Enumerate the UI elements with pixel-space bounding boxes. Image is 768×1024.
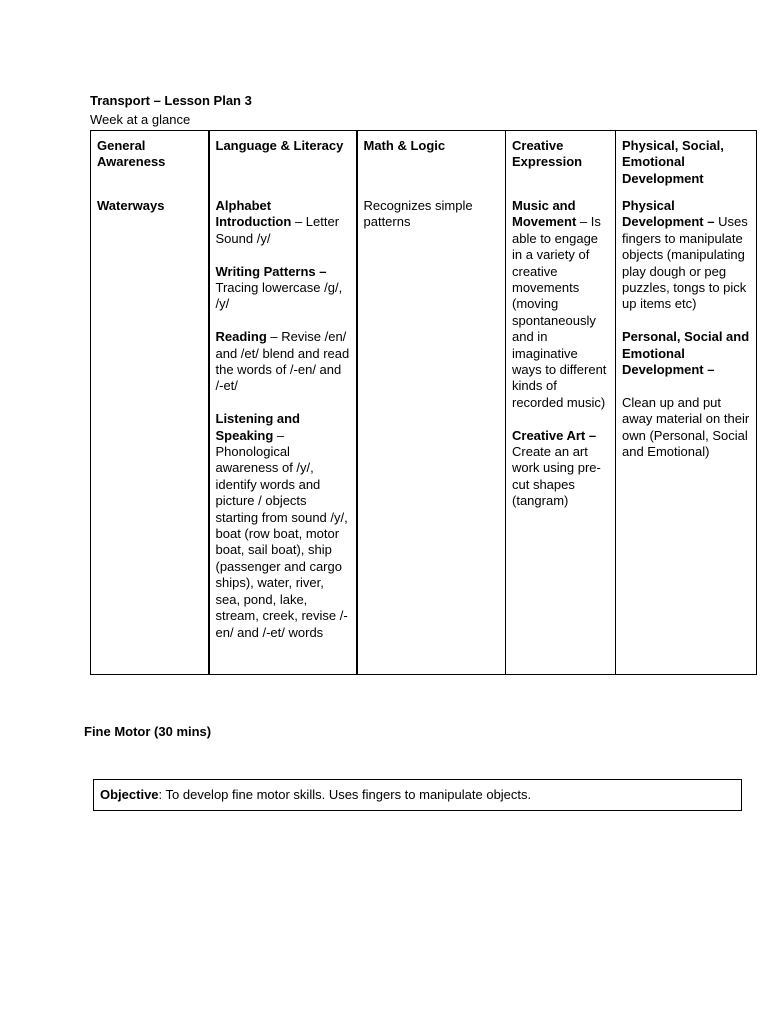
cell-physical-social-emotional [616, 194, 757, 675]
document-title: Transport – Lesson Plan 3 [90, 93, 252, 108]
fine-motor-heading: Fine Motor (30 mins) [84, 724, 212, 739]
creative-item: Music and Movement – Is able to engage in a variety of creative movements (moving spontaneously and in imaginative ways to different kinds of recorded music) [512, 198, 607, 410]
cell-language-literacy [209, 194, 357, 675]
objective-box [93, 779, 742, 811]
header-math-logic: Math & Logic [357, 131, 506, 195]
language-item: Listening and Speaking – Phonological awareness of /y/, identify words and picture / objects starting from sound /y/, boat (row boat, motor boat, sail boat), ship (passenger and cargo ships), water, river, sea, pond, lake, stream, creek, revise /-en/ and /-et/ words [215, 411, 348, 640]
general-awareness-topic: Waterways [97, 198, 165, 213]
language-item: Writing Patterns – Tracing lowercase /g/, /y/ [215, 263, 343, 312]
objective-label: Objective [100, 787, 159, 802]
document-subtitle: Week at a glance [90, 112, 191, 127]
table-header-row [91, 131, 757, 195]
header-creative-expression: Creative Expression [506, 131, 616, 195]
creative-item: Creative Art – Create an art work using pre-cut shapes (tangram) [512, 427, 601, 509]
language-item: Alphabet Introduction – Letter Sound /y/ [215, 198, 340, 246]
development-item: Physical Development – Uses fingers to manipulate objects (manipulating play dough or peg puzzles, tongs to pick up items etc) [622, 198, 748, 312]
cell-math-logic [357, 194, 506, 675]
cell-general-awareness [91, 194, 209, 675]
objective-text: : To develop fine motor skills. Uses fingers to manipulate objects. [158, 787, 532, 802]
week-at-a-glance-table [90, 130, 757, 675]
cell-creative-expression [506, 194, 616, 675]
header-language-literacy: Language & Literacy [209, 131, 357, 195]
math-logic-text: Recognizes simple patterns [363, 198, 473, 230]
table-row [91, 194, 757, 675]
header-physical-social-emotional: Physical, Social, Emotional Development [616, 131, 757, 195]
header-general-awareness: General Awareness [91, 131, 209, 195]
development-item: Personal, Social and Emotional Development – [622, 329, 750, 378]
language-item: Reading – Revise /en/ and /et/ blend and read the words of /-en/ and /-et/ [215, 329, 350, 394]
development-item: Clean up and put away material on their own (Personal, Social and Emotional) [622, 394, 750, 460]
